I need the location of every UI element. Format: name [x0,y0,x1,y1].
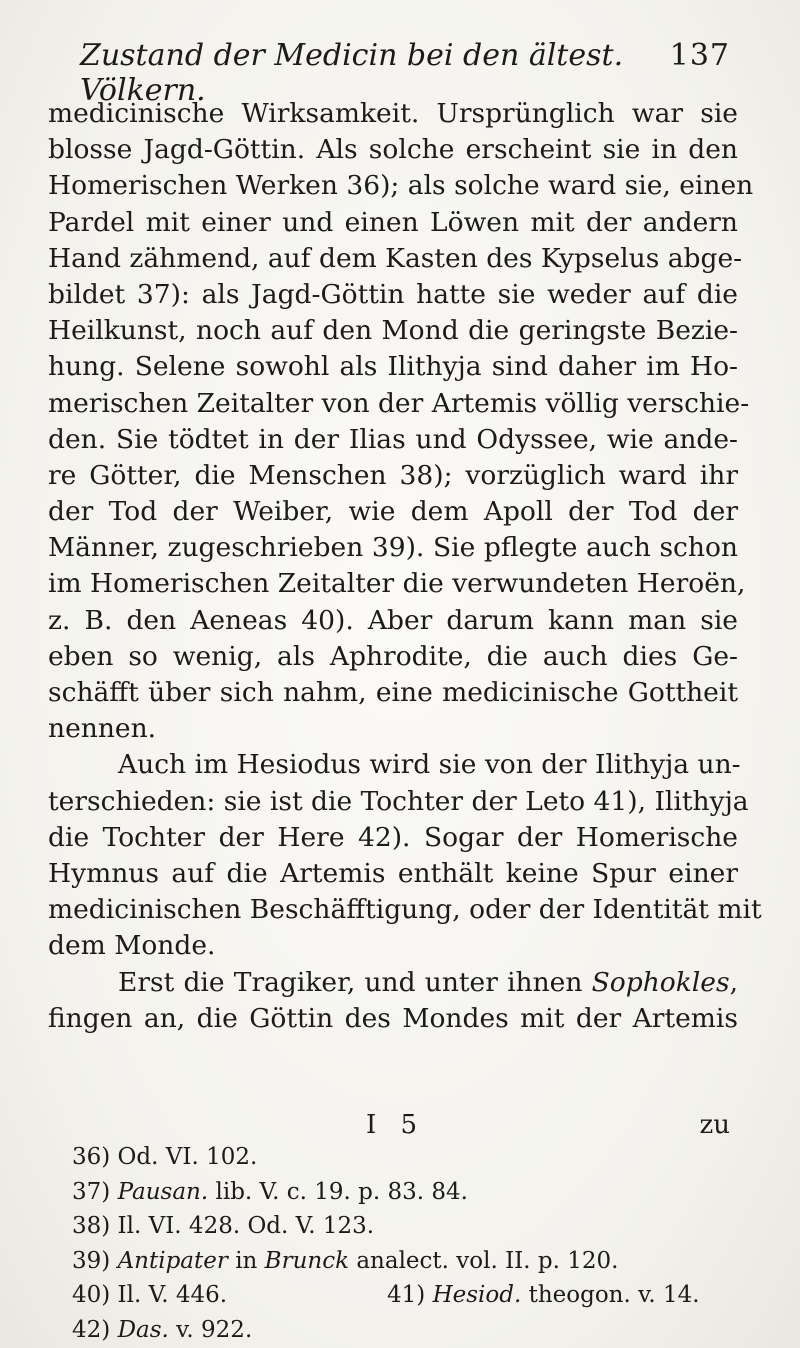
text-line: den. Sie tödtet in der Ilias und Odyssee, wie ande- [48,423,738,455]
text-line: Hymnus auf die Artemis enthält keine Spur einer [48,857,738,889]
footnote-37 [72,1175,732,1210]
running-header [80,38,730,108]
footnote-42 [72,1313,732,1348]
text-line: dem Monde. [48,930,216,962]
text-line: blosse Jagd-Göttin. Als solche erscheint sie in den [48,134,738,166]
running-title: Zustand der Medicin bei den ältest. Völkern. [80,38,624,108]
footnote-author: Antipater [117,1247,228,1274]
page-number: 137 [669,38,730,73]
text-line: terschieden: sie ist die Tochter der Leto 41), Ilithyja [48,785,749,817]
text-line: medicinischen Beschäfftigung, oder der Identität mit [48,894,762,926]
text-line: z. B. den Aeneas 40). Aber darum kann man sie [48,604,738,636]
catchword: zu [699,1110,730,1140]
footnote-number: 37) [72,1178,111,1205]
footnote-41 [387,1278,700,1313]
footnote-40: 40) Il. V. 446. [72,1282,228,1308]
footnote-number: 39) [72,1247,111,1274]
text-line: die Tochter der Here 42). Sogar der Homerische [48,821,738,853]
text-line: Hand zähmend, auf dem Kasten des Kypselus abge- [48,242,743,274]
text-line: re Götter, die Menschen 38); vorzüglich ward ihr [48,459,738,491]
footnote-36: 36) Od. VI. 102. [72,1144,258,1170]
footnote-reference: lib. V. c. 19. p. 83. 84. [215,1178,468,1205]
text-line: nennen. [48,713,157,745]
signature-mark: I 5 [366,1110,426,1140]
footnote-number: 41) [387,1282,426,1308]
footnote-38: 38) Il. VI. 428. Od. V. 123. [72,1213,375,1239]
text-line: fingen an, die Göttin des Mondes mit der Artemis [48,1002,738,1034]
footnote-row-40-41 [72,1278,732,1313]
footnotes [72,1140,732,1347]
text-line: bildet 37): als Jagd-Göttin hatte sie weder auf die [48,278,738,310]
text-line: Heilkunst, noch auf den Mond die geringste Bezie- [48,315,738,347]
footnote-number: 42) [72,1316,111,1343]
text-line: Erst die Tragiker, und unter ihnen Sophokles, [118,966,738,998]
footnote-author: Hesiod. [432,1282,522,1308]
footnote-reference: v. 922. [176,1316,253,1343]
text-line: im Homerischen Zeitalter die verwundeten Heroën, [48,568,746,600]
footnote-connector: in [235,1247,258,1274]
text-line: schäfft über sich nahm, eine medicinische Gottheit [48,677,738,708]
text-line: Homerischen Werken 36); als solche ward sie, einen [48,170,754,202]
footnote-author: Pausan. [117,1178,209,1205]
text-line: Auch im Hesiodus wird sie von der Ilithyja un- [118,749,741,781]
author-name: Sophokles [591,966,730,998]
text-line: der Tod der Weiber, wie dem Apoll der Tod der [48,496,738,528]
text-line: Männer, zugeschrieben 39). Sie pflegte auch schon [48,532,738,564]
text-line: merischen Zeitalter von der Artemis völlig verschie- [48,387,750,419]
footnote-source: Brunck [264,1247,350,1274]
footnote-reference: analect. vol. II. p. 120. [356,1247,619,1274]
footnote-author: Das. [117,1316,169,1343]
text-line: medicinische Wirksamkeit. Ursprünglich war sie [48,98,738,129]
text-line: hung. Selene sowohl als Ilithyja sind daher im Ho- [48,351,738,383]
footnote-39 [72,1244,732,1279]
text-line: eben so wenig, als Aphrodite, die auch dies Ge- [48,640,738,672]
text-line: Pardel mit einer und einen Löwen mit der andern [48,206,738,238]
footnote-reference: theogon. v. 14. [528,1282,700,1308]
main-text [48,96,762,1037]
